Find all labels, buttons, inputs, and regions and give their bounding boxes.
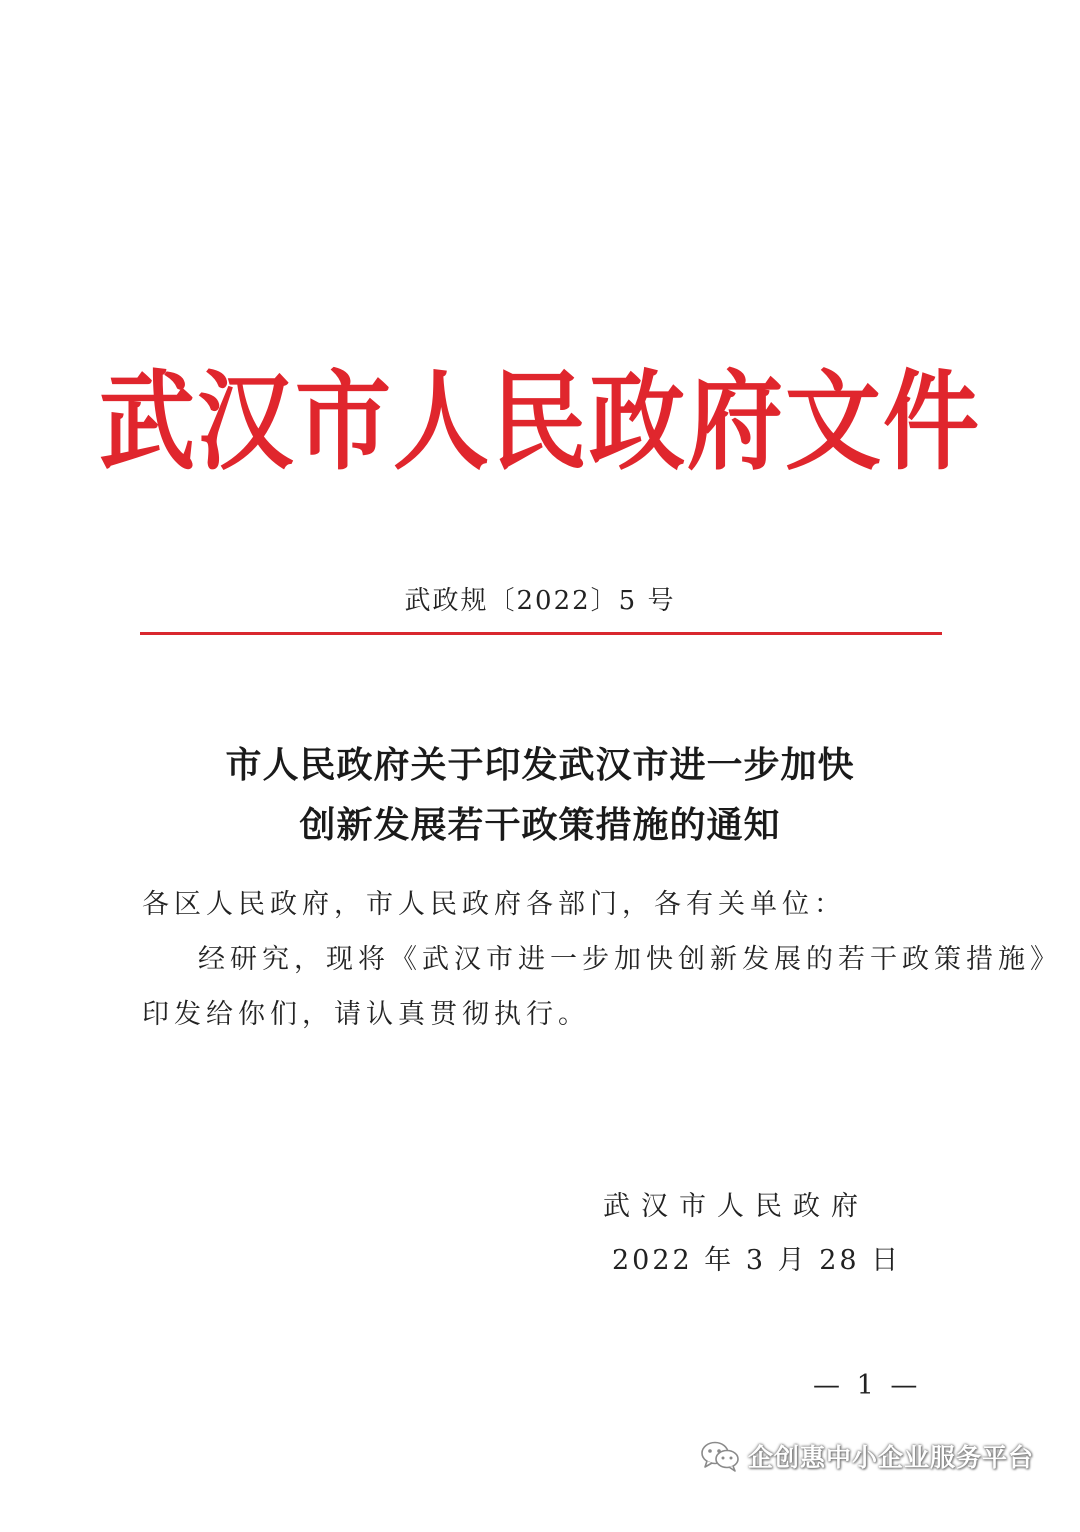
watermark-text: 企创惠中小企业服务平台 bbox=[748, 1443, 1035, 1472]
document-masthead: 武汉市人民政府文件 bbox=[99, 358, 981, 485]
source-watermark bbox=[700, 1436, 1034, 1476]
red-separator-line bbox=[140, 632, 942, 635]
issue-date: 2022 年 3 月 28 日 bbox=[612, 1245, 902, 1276]
addressee-line: 各区人民政府，市人民政府各部门，各有关单位： bbox=[142, 889, 846, 920]
body-paragraph-line-2: 印发给你们，请认真贯彻执行。 bbox=[142, 999, 590, 1030]
issuer-signature: 武汉市人民政府 bbox=[603, 1191, 869, 1222]
page-number: — 1 — bbox=[813, 1370, 922, 1401]
document-number: 武政规〔2022〕5 号 bbox=[404, 586, 676, 616]
document-title-line-2: 创新发展若干政策措施的通知 bbox=[299, 804, 781, 846]
body-paragraph-line-1: 经研究，现将《武汉市进一步加快创新发展的若干政策措施》 bbox=[198, 944, 1062, 975]
wechat-icon bbox=[700, 1440, 740, 1472]
document-title-line-1: 市人民政府关于印发武汉市进一步加快 bbox=[225, 744, 855, 786]
